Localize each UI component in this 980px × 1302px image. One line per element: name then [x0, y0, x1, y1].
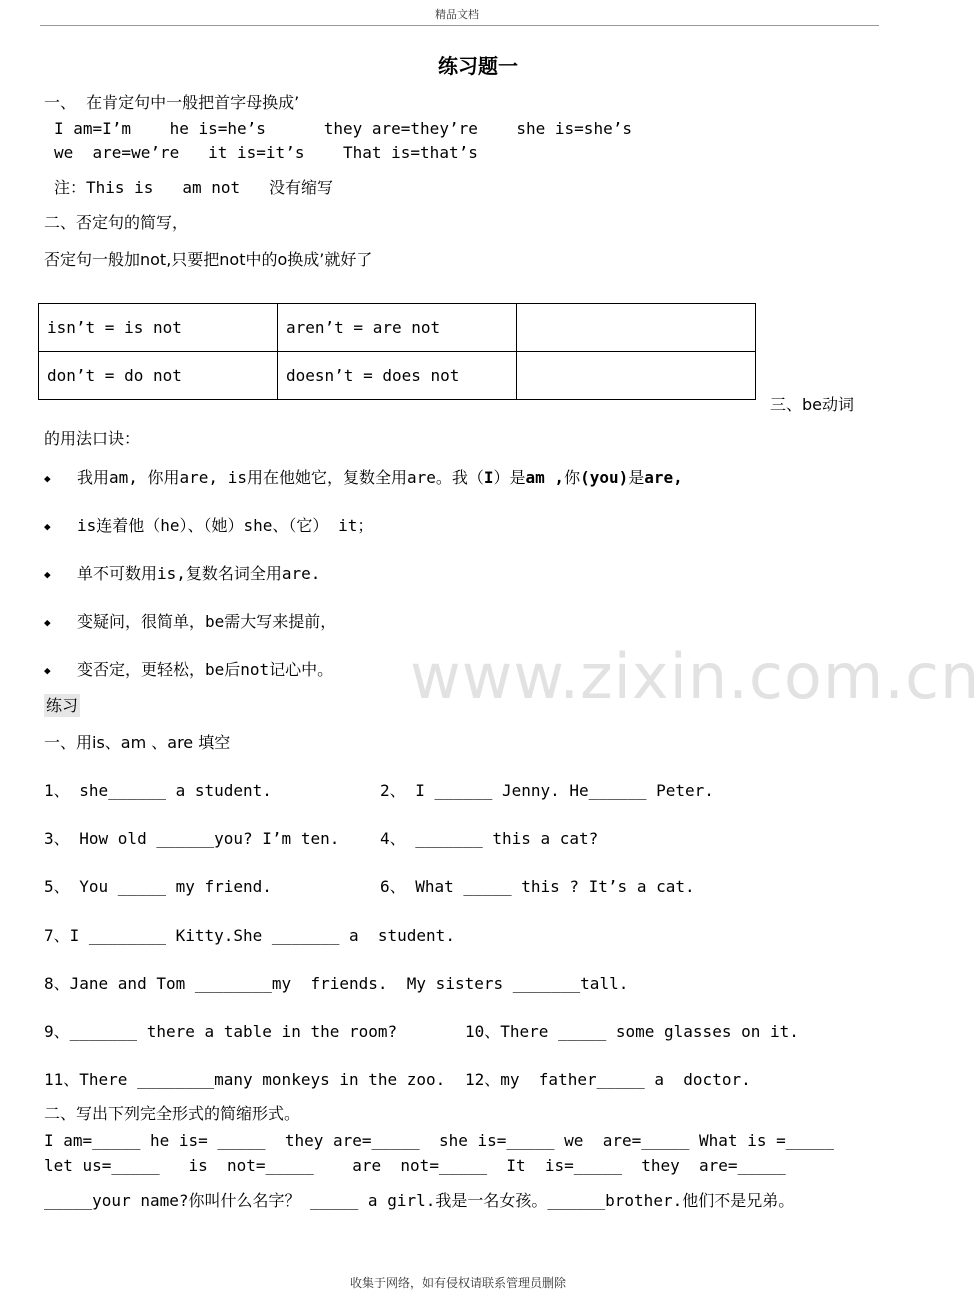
exercise-item: 12、my father_____ a doctor. [465, 1070, 751, 1089]
exercise-item: 6、 What _____ this ? It’s a cat. [380, 877, 695, 896]
section2-desc: 否定句一般加not,只要把not中的o换成’就好了 [44, 250, 373, 269]
bullet-icon: ◆ [44, 616, 51, 629]
contraction-line-2: we are=we’re it is=it’s That is=that’s [54, 143, 478, 162]
exercise-item: 10、There _____ some glasses on it. [465, 1022, 799, 1041]
contraction-line-1: I am=I’m he is=he’s they are=they’re she is=she’s [54, 119, 632, 138]
table-cell [517, 304, 756, 352]
bullet-item-5: 变否定，更轻松，be后not记心中。 [77, 660, 334, 679]
header-rule [40, 25, 879, 26]
contraction-exercise-line-2: let us=_____ is not=_____ are not=_____ It is=_____ they are=_____ [44, 1156, 786, 1175]
section2-heading: 二、否定句的简写， [44, 213, 189, 232]
exercise-item: 4、 _______ this a cat? [380, 829, 599, 848]
bullet-item-1: 我用am, 你用are, is用在他她它，复数全用are。我（I）是am ,你(you)是are, [77, 468, 683, 487]
table-cell: doesn’t = does not [278, 352, 517, 400]
contraction-exercise-line-1: I am=_____ he is= _____ they are=_____ she is=_____ we are=_____ What is =_____ [44, 1131, 834, 1150]
bullet-item-4: 变疑问，很简单，be需大写来提前， [77, 612, 337, 631]
exercise-item: 2、 I ______ Jenny. He______ Peter. [380, 781, 714, 800]
exercise-item: 5、 You _____ my friend. [44, 877, 272, 896]
bullet-icon: ◆ [44, 664, 51, 677]
page-title: 练习题一 [438, 54, 518, 78]
exercise-item: 8、Jane and Tom ________my friends. My sisters _______tall. [44, 974, 629, 993]
exercise-item: 3、 How old ______you? I’m ten. [44, 829, 340, 848]
bullet-icon: ◆ [44, 520, 51, 533]
page-footer: 收集于网络，如有侵权请联系管理员删除 [350, 1276, 567, 1290]
practice-part2-heading: 二、写出下列完全形式的简缩形式。 [44, 1104, 301, 1123]
practice-part1-heading: 一、用is、am 、are 填空 [44, 733, 231, 752]
table-cell: don’t = do not [39, 352, 278, 400]
contraction-exercise-line-3: _____your name?你叫什么名字？ _____ a girl.我是一名女孩。______brother.他们不是兄弟。 [44, 1191, 795, 1210]
exercise-item: 11、There ________many monkeys in the zoo. [44, 1070, 446, 1089]
page-header: 精品文档 [435, 8, 479, 21]
watermark: www.zixin.com.cn [410, 640, 980, 713]
exercise-item: 1、 she______ a student. [44, 781, 272, 800]
bullet-icon: ◆ [44, 472, 51, 485]
table-cell: isn’t = is not [39, 304, 278, 352]
table-row [39, 352, 756, 400]
exercise-item: 7、I ________ Kitty.She _______ a student. [44, 926, 455, 945]
table-cell: aren’t = are not [278, 304, 517, 352]
section3-heading-part1: 三、be动词 [770, 395, 855, 414]
section1-heading: 一、 在肯定句中一般把首字母换成’ [44, 93, 300, 112]
table-cell [517, 352, 756, 400]
exercise-item: 9、_______ there a table in the room? [44, 1022, 398, 1041]
bullet-icon: ◆ [44, 568, 51, 581]
bullet-item-3: 单不可数用is,复数名词全用are. [77, 564, 321, 583]
practice-label: 练习 [46, 696, 79, 715]
bullet-item-2: is连着他（he）、（她）she、（它） it； [77, 516, 374, 535]
table-row [39, 304, 756, 352]
negation-table [38, 303, 756, 400]
section3-heading-part2: 的用法口诀： [44, 429, 141, 448]
note-line: 注：This is am not 没有缩写 [54, 178, 334, 197]
